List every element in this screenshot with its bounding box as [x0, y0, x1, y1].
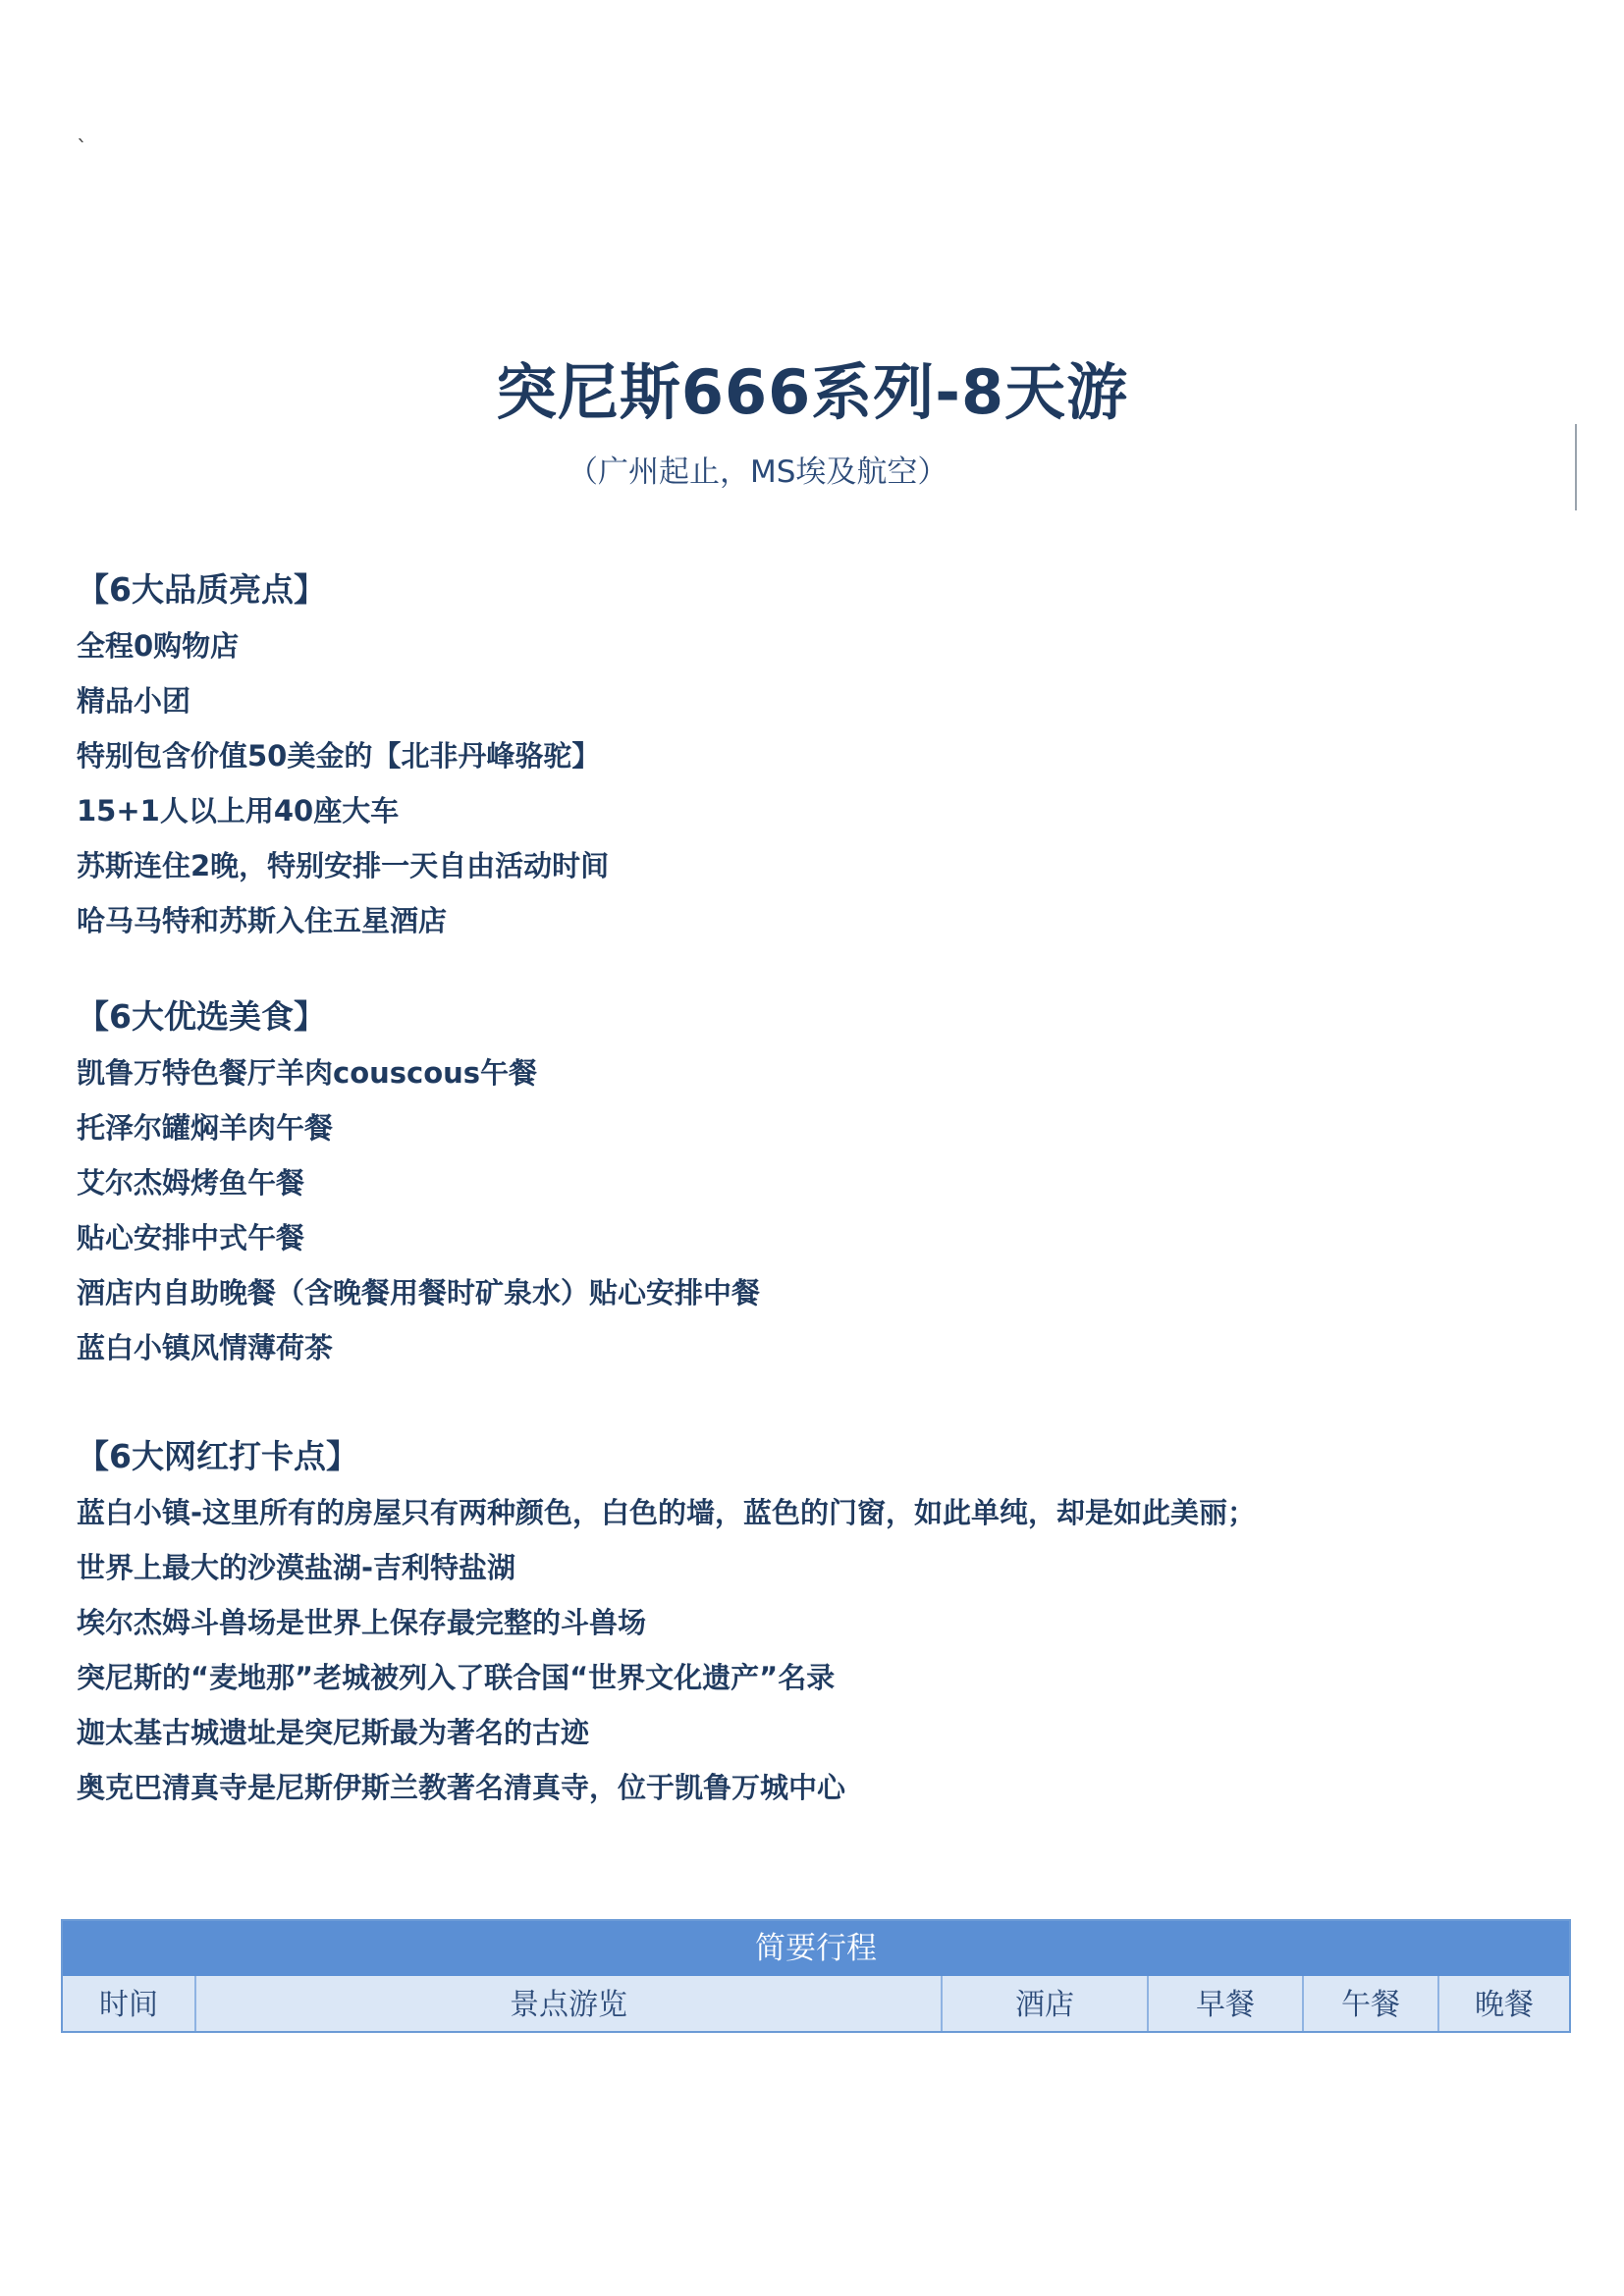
- spots-heading: 【6大网红打卡点】: [77, 1437, 358, 1475]
- itinerary-table: [61, 1919, 1571, 2033]
- col-hotel: 酒店: [941, 1976, 1147, 2031]
- highlight-item: 精品小团: [77, 684, 191, 718]
- highlights-heading: 【6大品质亮点】: [77, 570, 326, 609]
- col-lunch: 午餐: [1302, 1976, 1437, 2031]
- stray-mark: `: [77, 137, 87, 162]
- col-dinner: 晚餐: [1437, 1976, 1569, 2031]
- col-breakfast: 早餐: [1147, 1976, 1302, 2031]
- spot-item: 奥克巴清真寺是尼斯伊斯兰教著名清真寺，位于凯鲁万城中心: [77, 1771, 846, 1804]
- highlight-item: 全程0购物店: [77, 629, 240, 663]
- itinerary-title: 简要行程: [63, 1921, 1569, 1976]
- food-item: 艾尔杰姆烤鱼午餐: [77, 1166, 305, 1200]
- col-time: 时间: [99, 1988, 158, 2022]
- food-item: 凯鲁万特色餐厅羊肉couscous午餐: [77, 1056, 538, 1090]
- spots-section: [77, 1428, 1256, 1815]
- spot-item: 迦太基古城遗址是突尼斯最为著名的古迹: [77, 1716, 590, 1749]
- itinerary-header-row: [63, 1976, 1569, 2031]
- food-item: 贴心安排中式午餐: [77, 1221, 305, 1255]
- food-item: 酒店内自助晚餐（含晚餐用餐时矿泉水）贴心安排中餐: [77, 1276, 761, 1309]
- spot-item: 突尼斯的“麦地那”老城被列入了联合国“世界文化遗产”名录: [77, 1661, 836, 1694]
- highlights-section: [77, 561, 609, 948]
- highlight-item: 苏斯连住2晚，特别安排一天自由活动时间: [77, 849, 610, 882]
- col-sights: 景点游览: [194, 1976, 941, 2031]
- spot-item: 世界上最大的沙漠盐湖-吉利特盐湖: [77, 1551, 516, 1584]
- food-item: 蓝白小镇风情薄荷茶: [77, 1331, 334, 1364]
- page-subtitle: （广州起止，MS埃及航空）: [568, 454, 948, 490]
- spot-item: 埃尔杰姆斗兽场是世界上保存最完整的斗兽场: [77, 1606, 647, 1639]
- food-item: 托泽尔罐焖羊肉午餐: [77, 1111, 334, 1145]
- highlight-item: 15+1人以上用40座大车: [77, 794, 400, 828]
- highlight-item: 哈马马特和苏斯入住五星酒店: [77, 904, 448, 937]
- highlight-item: 特别包含价值50美金的【北非丹峰骆驼】: [77, 739, 601, 773]
- food-section: [77, 988, 760, 1375]
- page-title: 突尼斯666系列-8天游: [495, 356, 1129, 428]
- food-heading: 【6大优选美食】: [77, 997, 326, 1036]
- vertical-divider: [1575, 424, 1577, 510]
- spot-item: 蓝白小镇-这里所有的房屋只有两种颜色，白色的墙，蓝色的门窗，如此单纯，却是如此美丽；: [77, 1496, 1257, 1529]
